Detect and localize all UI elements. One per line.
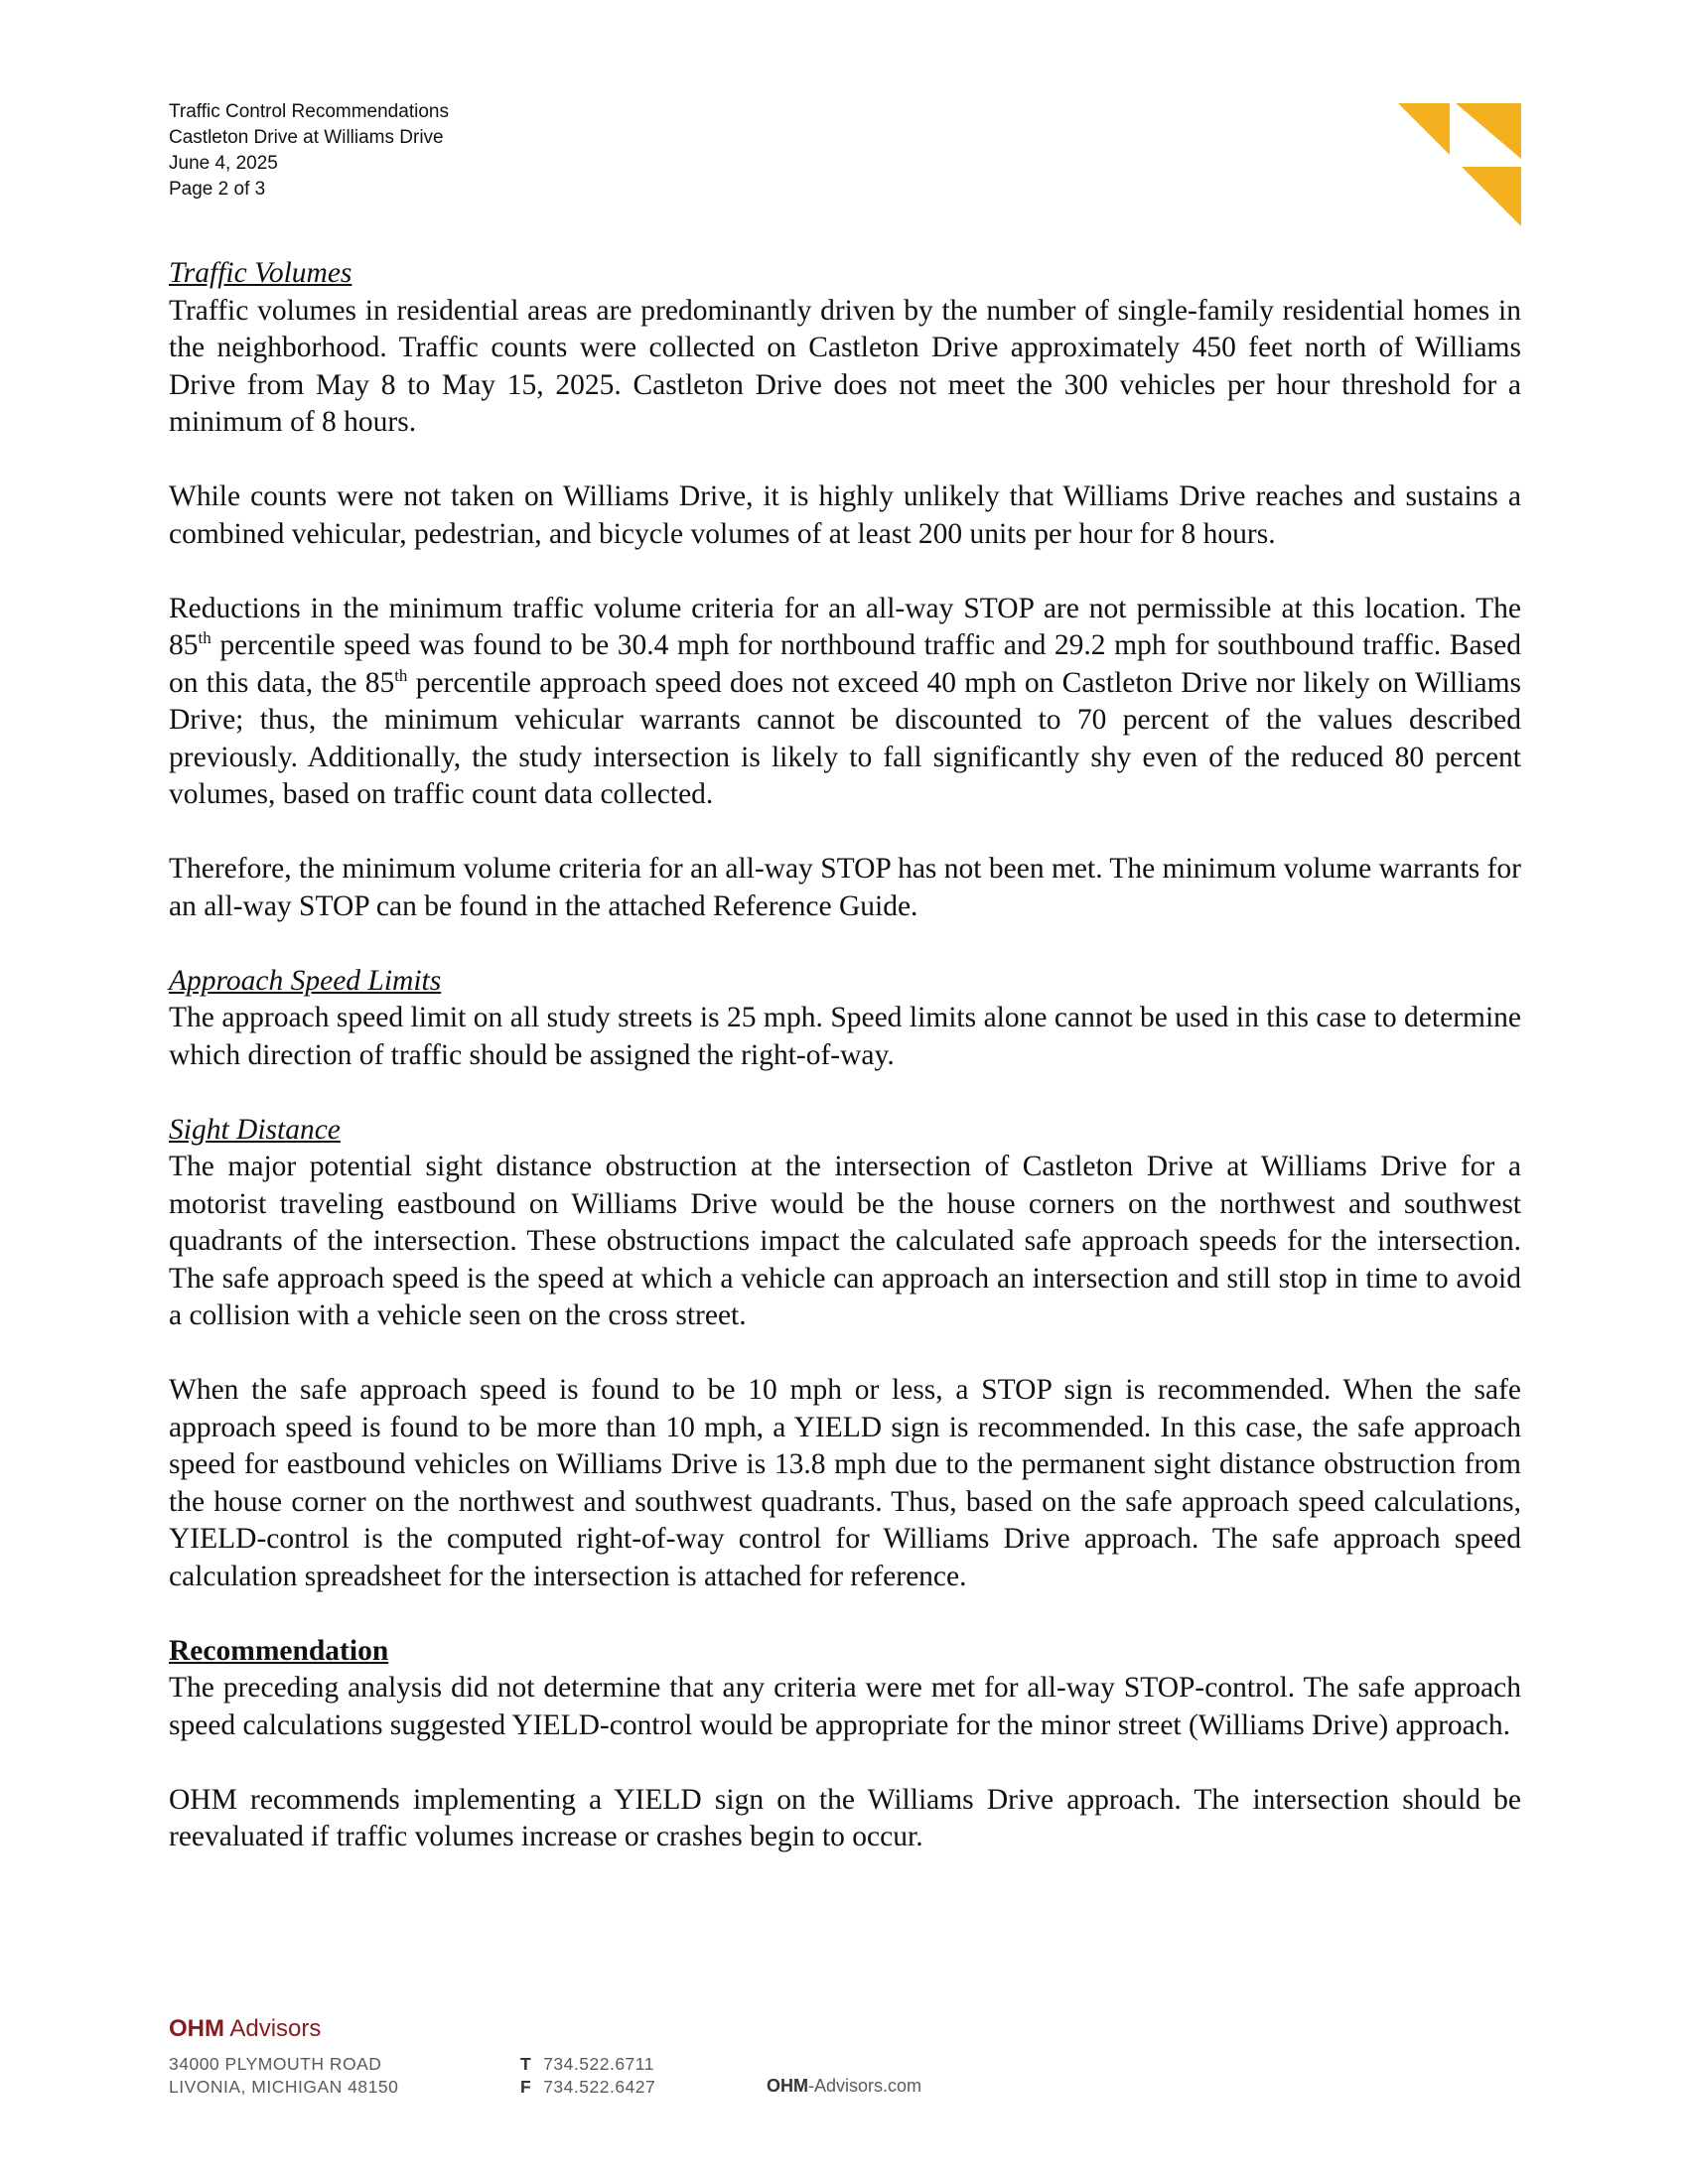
- page-footer: [169, 2015, 1521, 2097]
- section-heading-approach-speed: Approach Speed Limits: [169, 964, 442, 997]
- ohm-logo-icon: [1398, 103, 1521, 226]
- header-title: Traffic Control Recommendations: [169, 101, 449, 122]
- paragraph: When the safe approach speed is found to be 10 mph or less, a STOP sign is recommended. When the safe approach speed is found to be more than 10 mph, a YIELD sign is recommended. In this case, the safe approach speed for eastbound vehicles on Williams Drive is 13.8 mph due to the permanent sight distance obstruction from the house corner on the northwest and southwest quadrants. Thus, based on the safe approach speed calculations, YIELD-control is the computed right-of-way control for Williams Drive approach. The safe approach speed calculation spreadsheet for the intersection is attached for reference.: [169, 1374, 1521, 1592]
- header-date: June 4, 2025: [169, 153, 278, 174]
- footer-phone: T 734.522.6711: [520, 2054, 654, 2074]
- page-header: [169, 99, 449, 203]
- paragraph: OHM recommends implementing a YIELD sign on the Williams Drive approach. The intersection should be reevaluated if traffic volumes increase or crashes begin to occur.: [169, 1783, 1521, 1852]
- footer-phones: [520, 2053, 655, 2099]
- section-heading-traffic-volumes: Traffic Volumes: [169, 257, 352, 289]
- paragraph: The approach speed limit on all study streets is 25 mph. Speed limits alone cannot be used in this case to determine which direction of traffic should be assigned the right-of-way.: [169, 1002, 1521, 1071]
- header-page-number: Page 2 of 3: [169, 179, 266, 200]
- footer-brand: OHM Advisors: [169, 2015, 322, 2042]
- section-heading-recommendation: Recommendation: [169, 1634, 389, 1667]
- paragraph: The preceding analysis did not determine that any criteria were met for all-way STOP-control. The safe approach speed calculations suggested YIELD-control would be appropriate for the minor street (Williams Drive) approach.: [169, 1672, 1521, 1741]
- footer-address: 34000 PLYMOUTH ROAD LIVONIA, MICHIGAN 48150: [169, 2054, 399, 2097]
- footer-fax: F 734.522.6427: [520, 2077, 656, 2097]
- section-heading-sight-distance: Sight Distance: [169, 1113, 341, 1146]
- paragraph: The major potential sight distance obstruction at the intersection of Castleton Drive at Williams Drive for a motorist traveling eastbound on Williams Drive would be the house corners on the northwest and southwest quadrants of the intersection. These obstructions impact the calculated safe approach speeds for the intersection. The safe approach speed is the speed at which a vehicle can approach an intersection and still stop in time to avoid a collision with a vehicle seen on the cross street.: [169, 1151, 1521, 1331]
- logo-top-right-triangle: [1456, 103, 1521, 159]
- logo-top-left-triangle: [1398, 103, 1450, 155]
- paragraph: Reductions in the minimum traffic volume criteria for an all-way STOP are not permissible at this location. The 85th percentile speed was found to be 30.4 mph for northbound traffic and 29.2 mph for southbound traffic. Based on this data, the 85th percentile approach speed does not exceed 40 mph on Castleton Drive nor likely on Williams Drive; thus, the minimum vehicular warrants cannot be discounted to 70 percent of the values described previously. Additionally, the study intersection is likely to fall significantly shy even of the reduced 80 percent volumes, based on traffic count data collected.: [169, 592, 1521, 810]
- header-location: Castleton Drive at Williams Drive: [169, 127, 444, 148]
- footer-website-link[interactable]: OHM-Advisors.com: [767, 2076, 922, 2096]
- logo-bottom-triangle: [1462, 167, 1521, 226]
- paragraph: Therefore, the minimum volume criteria for an all-way STOP has not been met. The minimum volume warrants for an all-way STOP can be found in the attached Reference Guide.: [169, 853, 1521, 922]
- paragraph: Traffic volumes in residential areas are predominantly driven by the number of single-family residential homes in the neighborhood. Traffic counts were collected on Castleton Drive approximately 450 feet north of Williams Drive from May 8 to May 15, 2025. Castleton Drive does not meet the 300 vehicles per hour threshold for a minimum of 8 hours.: [169, 294, 1521, 438]
- document-body: [169, 255, 1521, 1856]
- paragraph: While counts were not taken on Williams Drive, it is highly unlikely that Williams Drive reaches and sustains a combined vehicular, pedestrian, and bicycle volumes of at least 200 units per hour for 8 hours.: [169, 480, 1521, 550]
